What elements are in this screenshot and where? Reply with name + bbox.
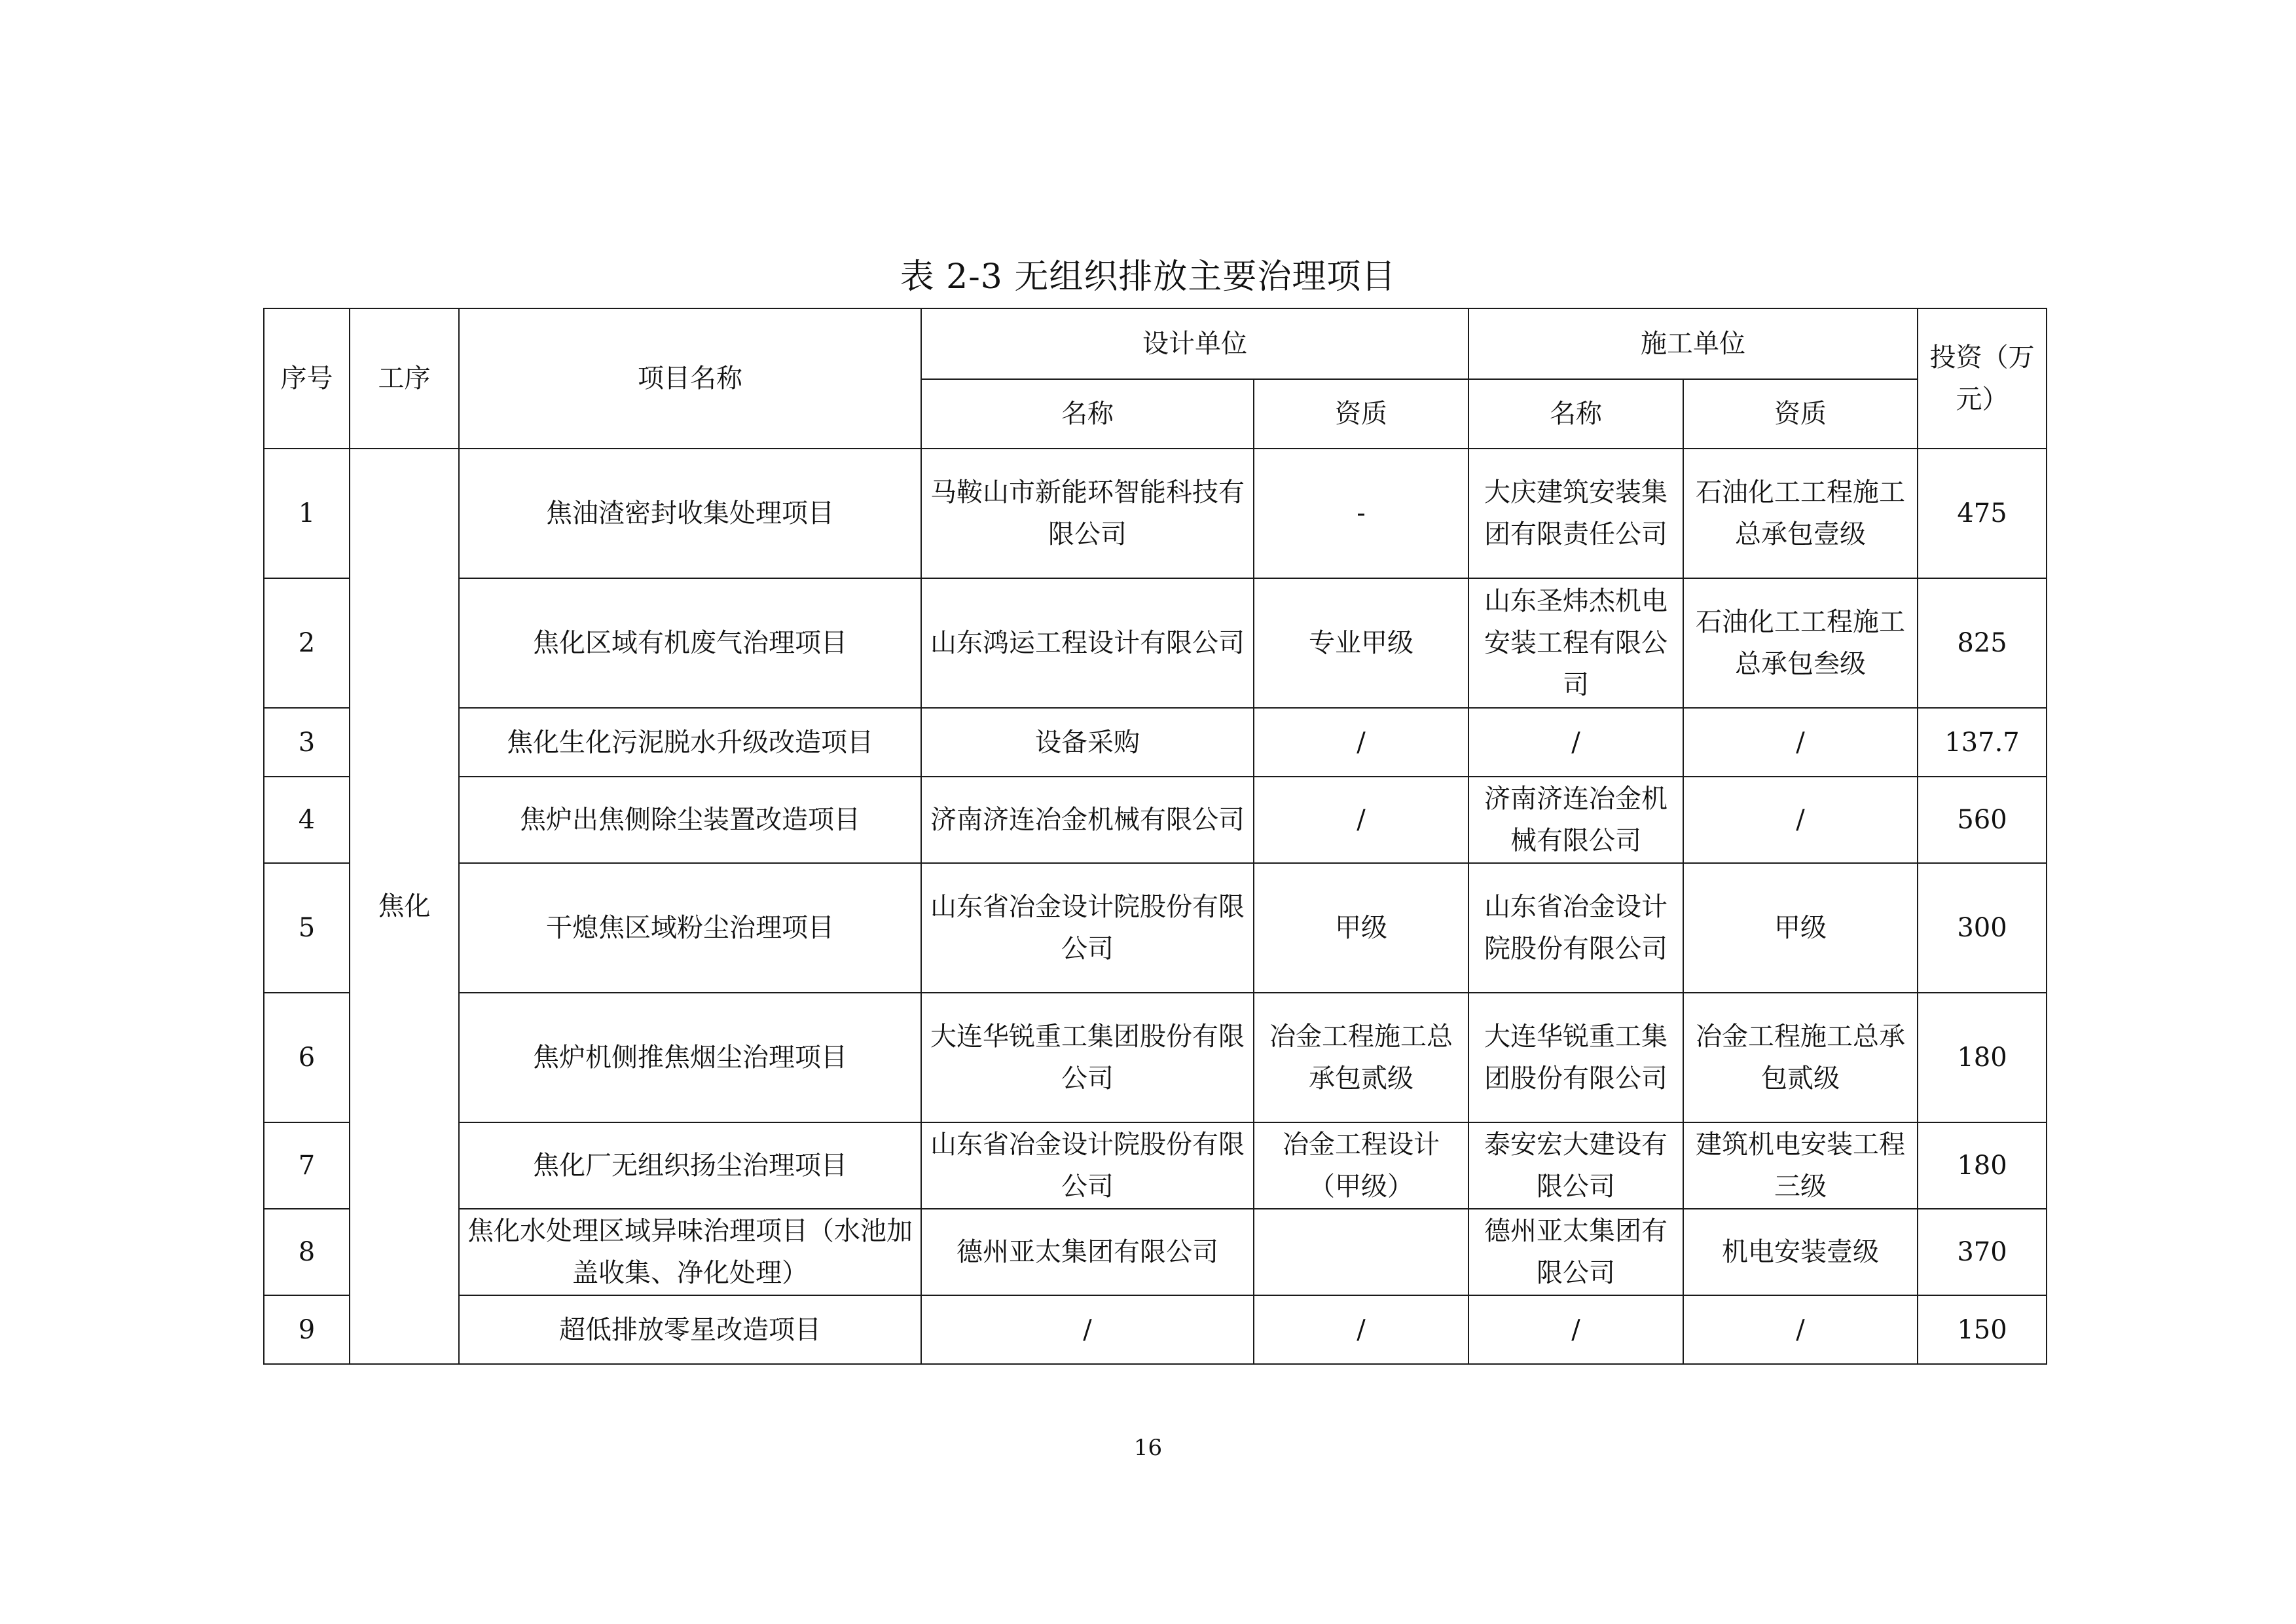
cell-investment: 180 xyxy=(1918,993,2047,1122)
header-seq: 序号 xyxy=(264,308,350,449)
cell-design-qualification: 甲级 xyxy=(1254,863,1468,993)
cell-seq: 2 xyxy=(264,578,350,708)
cell-construction-qualification: / xyxy=(1683,777,1918,863)
table-row xyxy=(264,777,2047,863)
cell-project: 焦化生化污泥脱水升级改造项目 xyxy=(459,708,921,777)
cell-seq: 1 xyxy=(264,449,350,578)
table-row xyxy=(264,1295,2047,1364)
cell-construction-name: 济南济连冶金机械有限公司 xyxy=(1468,777,1683,863)
cell-design-name: 马鞍山市新能环智能科技有限公司 xyxy=(921,449,1254,578)
cell-construction-qualification: / xyxy=(1683,1295,1918,1364)
page-number: 16 xyxy=(1133,1435,1163,1461)
cell-seq: 6 xyxy=(264,993,350,1122)
header-investment: 投资（万元） xyxy=(1918,308,2047,449)
cell-construction-qualification: 机电安装壹级 xyxy=(1683,1209,1918,1295)
cell-investment: 137.7 xyxy=(1918,708,2047,777)
header-process: 工序 xyxy=(350,308,459,449)
cell-project: 焦化厂无组织扬尘治理项目 xyxy=(459,1122,921,1209)
cell-design-name: 济南济连冶金机械有限公司 xyxy=(921,777,1254,863)
table-row xyxy=(264,1122,2047,1209)
cell-construction-qualification: 石油化工工程施工总承包壹级 xyxy=(1683,449,1918,578)
cell-design-qualification: / xyxy=(1254,708,1468,777)
cell-construction-name: / xyxy=(1468,708,1683,777)
header-project-name: 项目名称 xyxy=(459,308,921,449)
cell-seq: 7 xyxy=(264,1122,350,1209)
table-row xyxy=(264,993,2047,1122)
cell-construction-qualification: 甲级 xyxy=(1683,863,1918,993)
cell-investment: 300 xyxy=(1918,863,2047,993)
cell-seq: 3 xyxy=(264,708,350,777)
cell-process-group: 焦化 xyxy=(350,449,459,1364)
cell-construction-name: 德州亚太集团有限公司 xyxy=(1468,1209,1683,1295)
header-construction-unit: 施工单位 xyxy=(1468,308,1918,379)
cell-construction-name: 大庆建筑安装集团有限责任公司 xyxy=(1468,449,1683,578)
cell-design-name: 大连华锐重工集团股份有限公司 xyxy=(921,993,1254,1122)
cell-design-name: 山东省冶金设计院股份有限公司 xyxy=(921,1122,1254,1209)
table-row xyxy=(264,449,2047,578)
cell-investment: 370 xyxy=(1918,1209,2047,1295)
cell-design-name: 设备采购 xyxy=(921,708,1254,777)
header-design-name: 名称 xyxy=(921,379,1254,449)
cell-construction-name: 山东圣炜杰机电安装工程有限公司 xyxy=(1468,578,1683,708)
cell-design-qualification: / xyxy=(1254,1295,1468,1364)
cell-design-qualification: 冶金工程施工总承包贰级 xyxy=(1254,993,1468,1122)
header-construction-name: 名称 xyxy=(1468,379,1683,449)
cell-investment: 180 xyxy=(1918,1122,2047,1209)
cell-design-name: 山东鸿运工程设计有限公司 xyxy=(921,578,1254,708)
cell-project: 焦化水处理区域异味治理项目（水池加盖收集、净化处理） xyxy=(459,1209,921,1295)
cell-seq: 9 xyxy=(264,1295,350,1364)
cell-design-qualification: 冶金工程设计（甲级） xyxy=(1254,1122,1468,1209)
cell-seq: 4 xyxy=(264,777,350,863)
cell-design-name: / xyxy=(921,1295,1254,1364)
cell-design-name: 德州亚太集团有限公司 xyxy=(921,1209,1254,1295)
cell-project: 焦油渣密封收集处理项目 xyxy=(459,449,921,578)
cell-project: 超低排放零星改造项目 xyxy=(459,1295,921,1364)
table-row xyxy=(264,708,2047,777)
cell-construction-qualification: / xyxy=(1683,708,1918,777)
cell-investment: 475 xyxy=(1918,449,2047,578)
table-row xyxy=(264,1209,2047,1295)
cell-investment: 560 xyxy=(1918,777,2047,863)
cell-project: 焦炉出焦侧除尘装置改造项目 xyxy=(459,777,921,863)
table-row xyxy=(264,863,2047,993)
cell-seq: 5 xyxy=(264,863,350,993)
cell-construction-qualification: 石油化工工程施工总承包叁级 xyxy=(1683,578,1918,708)
cell-investment: 150 xyxy=(1918,1295,2047,1364)
cell-construction-name: / xyxy=(1468,1295,1683,1364)
cell-seq: 8 xyxy=(264,1209,350,1295)
cell-construction-name: 山东省冶金设计院股份有限公司 xyxy=(1468,863,1683,993)
cell-design-qualification: 专业甲级 xyxy=(1254,578,1468,708)
header-construction-qualification: 资质 xyxy=(1683,379,1918,449)
header-design-unit: 设计单位 xyxy=(921,308,1468,379)
cell-construction-name: 大连华锐重工集团股份有限公司 xyxy=(1468,993,1683,1122)
cell-design-qualification: - xyxy=(1254,449,1468,578)
cell-construction-qualification: 冶金工程施工总承包贰级 xyxy=(1683,993,1918,1122)
table-row xyxy=(264,578,2047,708)
governance-projects-table xyxy=(263,308,2047,1365)
header-design-qualification: 资质 xyxy=(1254,379,1468,449)
cell-project: 干熄焦区域粉尘治理项目 xyxy=(459,863,921,993)
cell-project: 焦化区域有机废气治理项目 xyxy=(459,578,921,708)
cell-construction-name: 泰安宏大建设有限公司 xyxy=(1468,1122,1683,1209)
cell-design-qualification: / xyxy=(1254,777,1468,863)
cell-investment: 825 xyxy=(1918,578,2047,708)
cell-design-qualification xyxy=(1254,1209,1468,1295)
table-title: 表 2-3 无组织排放主要治理项目 xyxy=(900,257,1396,297)
cell-project: 焦炉机侧推焦烟尘治理项目 xyxy=(459,993,921,1122)
cell-construction-qualification: 建筑机电安装工程三级 xyxy=(1683,1122,1918,1209)
cell-design-name: 山东省冶金设计院股份有限公司 xyxy=(921,863,1254,993)
